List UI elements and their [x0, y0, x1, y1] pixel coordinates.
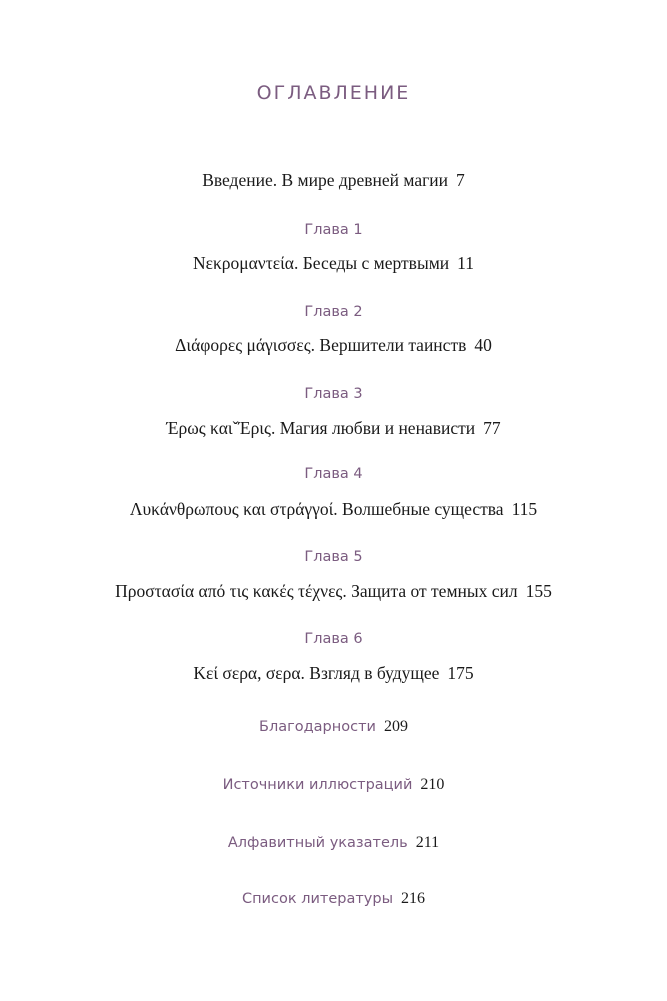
toc-heading: ОГЛАВЛЕНИЕ	[256, 82, 411, 104]
chapter-label-1: Глава 1	[304, 222, 363, 238]
entry-page-number: 216	[401, 890, 426, 907]
entry-title: Алфавитный указатель	[227, 835, 408, 851]
toc-entry-bibliography[interactable]	[0, 890, 667, 908]
entry-title: Список литературы	[241, 891, 394, 907]
chapter-label-2: Глава 2	[304, 304, 363, 320]
entry-page-number: 209	[383, 718, 408, 735]
chapter-label-4: Глава 4	[304, 466, 363, 482]
entry-page-number: 210	[420, 776, 445, 793]
entry-page-number: 115	[511, 499, 538, 519]
entry-page-number: 175	[447, 663, 474, 683]
chapter-label-5: Глава 5	[304, 549, 363, 565]
entry-title: Введение. В мире древней магии	[202, 170, 449, 190]
entry-page-number: 11	[457, 253, 475, 273]
entry-title: Λυκάνθρωπους και στράγγοί. Волшебные существа	[129, 499, 504, 519]
toc-entry-acknowledgements[interactable]	[0, 718, 667, 736]
toc-entry-chapter-3[interactable]	[0, 418, 667, 439]
entry-page-number: 40	[474, 335, 492, 355]
toc-entry-chapter-1[interactable]	[0, 253, 667, 274]
entry-title: Благодарности	[259, 719, 376, 735]
entry-page-number: 211	[415, 834, 440, 851]
toc-entry-index[interactable]	[0, 834, 667, 852]
entry-title: Έρως καιˇΈρις. Магия любви и ненависти	[166, 418, 476, 438]
entry-title: Διάφορες μάγισσες. Вершители таинств	[175, 335, 467, 355]
entry-page-number: 7	[456, 170, 465, 190]
toc-entry-chapter-6[interactable]	[0, 663, 667, 684]
toc-entry-chapter-2[interactable]	[0, 335, 667, 356]
entry-title: Источники иллюстраций	[222, 777, 413, 793]
toc-entry-illustration-sources[interactable]	[0, 776, 667, 794]
toc-entry-chapter-4[interactable]	[0, 499, 667, 520]
toc-entry-chapter-5[interactable]	[0, 581, 667, 602]
entry-title: Προστασία από τις κακές τέχνες. Защита от темных сил	[115, 581, 518, 601]
chapter-label-6: Глава 6	[304, 631, 363, 647]
entry-title: Νεκρομαντεία. Беседы с мертвыми	[192, 253, 450, 273]
chapter-label-3: Глава 3	[304, 386, 363, 402]
entry-page-number: 155	[525, 581, 552, 601]
entry-page-number: 77	[483, 418, 501, 438]
entry-title: Κεί σερα, σερα. Взгляд в будущее	[193, 663, 440, 683]
toc-entry-intro[interactable]	[0, 170, 667, 191]
